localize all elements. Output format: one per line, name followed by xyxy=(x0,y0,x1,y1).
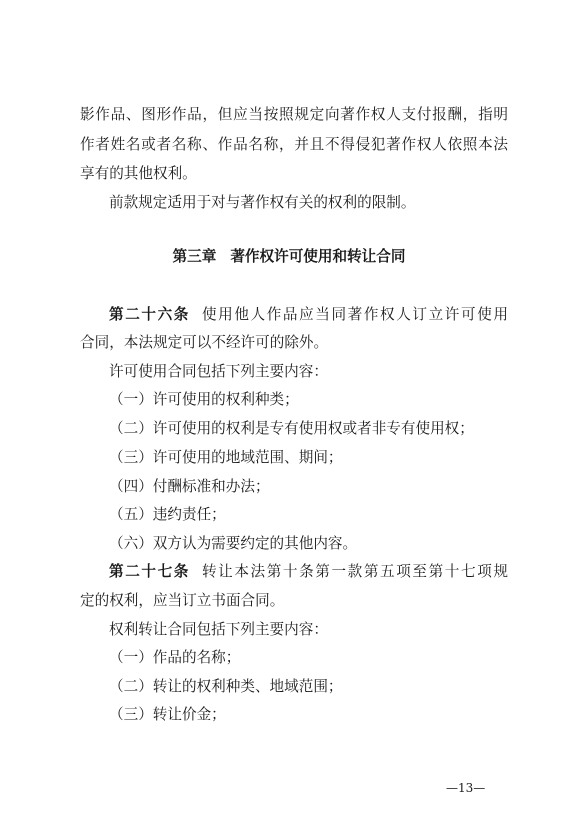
list-item: （一）许可使用的权利种类； xyxy=(109,391,299,408)
chapter-number: 第三章 xyxy=(172,248,217,265)
paragraph-line: 影作品、图形作品，但应当按照规定向著作权人支付报酬，指明 xyxy=(80,106,508,123)
paragraph-line: 作者姓名或者名称、作品名称，并且不得侵犯著作权人依照本法 xyxy=(80,136,508,153)
article-26-intro: 许可使用合同包括下列主要内容： xyxy=(109,363,328,380)
list-item: （三）转让价金； xyxy=(109,706,226,723)
paragraph-line: 享有的其他权利。 xyxy=(80,165,197,182)
list-item: （六）双方认为需要约定的其他内容。 xyxy=(109,535,358,552)
chapter-title: 著作权许可使用和转让合同 xyxy=(230,248,406,265)
article-26-label: 第二十六条 xyxy=(109,306,190,323)
page-number: —13— xyxy=(446,781,486,795)
article-27-line: 定的权利，应当订立书面合同。 xyxy=(80,592,285,609)
article-27-label: 第二十七条 xyxy=(109,563,190,580)
article-26-line: 合同，本法规定可以不经许可的除外。 xyxy=(80,334,329,351)
paragraph-scope: 前款规定适用于对与著作权有关的权利的限制。 xyxy=(109,194,416,211)
list-item: （一）作品的名称； xyxy=(109,649,241,666)
article-26-text: 使用他人作品应当同著作权人订立许可使用 xyxy=(201,306,508,323)
list-item: （五）违约责任； xyxy=(109,506,226,523)
list-item: （二）许可使用的权利是专有使用权或者非专有使用权； xyxy=(109,420,474,437)
article-27-intro: 权利转让合同包括下列主要内容： xyxy=(109,621,328,638)
article-26-first-line xyxy=(109,300,508,329)
list-item: （四）付酬标准和办法； xyxy=(109,478,270,495)
article-27-text: 转让本法第十条第一款第五项至第十七项规 xyxy=(201,563,508,580)
chapter-heading xyxy=(0,242,578,271)
list-item: （二）转让的权利种类、地域范围； xyxy=(109,678,343,695)
list-item: （三）许可使用的地域范围、期间； xyxy=(109,449,343,466)
article-27-first-line xyxy=(109,557,508,586)
